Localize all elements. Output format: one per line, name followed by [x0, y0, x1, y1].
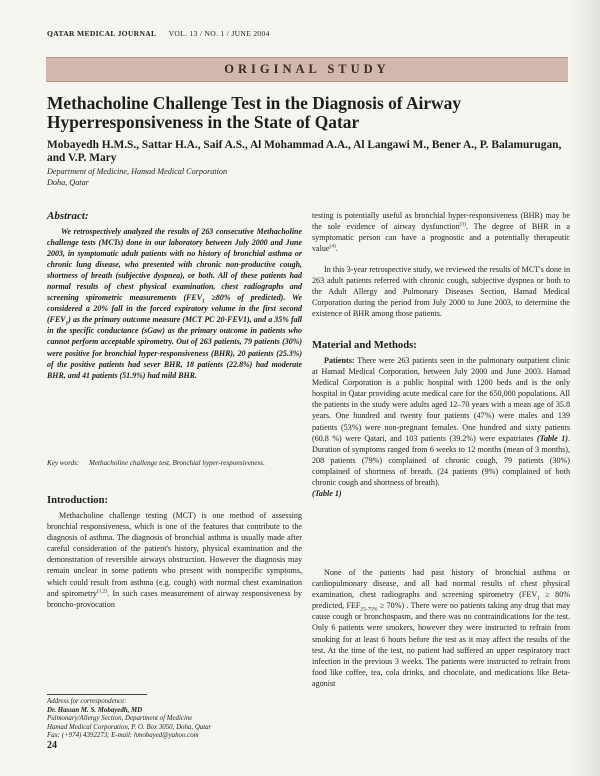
abstract-text: We retrospectively analyzed the results of 263 consecutive Methacholine challenge tests (MCTs) done in our laboratory between July 2000 and June 2003, in symptomatic adult patients with no history of bronchial asthma or chronic lung disease, who presented with chronic non-productive cough, shortness of breath (subjective dyspnea), or both. All of these patients had normal results of chest physical examination, chest radiographs and screening spirometric measurements ($FEV_1 \ge 80\%$ of predicted). We considered a 20% fall in the forced expiratory volume in the first second $(FEV_1)$ as the primary outcome measure (MCT PC 20-FEV1), and a 35% fall in the specific conductance (sGaw) as the primary outcome in patients who cannot perform acceptable spirometry. Out of 263 patients, 79 patients (30%) were positive for bronchial hyper-responsiveness (BHR), 20 patients (25.3%) of the positive patients had sever BHR, 18 patients (22.8%) had moderate BHR, and 41 patients (51.9%) had mild BHR. — [47, 227, 302, 380]
affiliation-city: Doha, Qatar — [47, 177, 89, 187]
abstract-heading: Abstract: — [47, 210, 89, 222]
correspondence-label: Address for correspondence: — [47, 698, 127, 705]
patients-lead: Patients: — [324, 356, 355, 365]
intro-continuation-paragraph: testing is potentially useful as bronchial hyper-responsiveness (BHR) may be the sole evidence of airway dysfunction$^{(3)}$. The degree of BHR in a symptomatic person can have a prognostic and a potentially therapeutic value$^{(4)}$. — [312, 211, 570, 254]
keywords-label: Key words: — [47, 459, 80, 467]
study-overview-paragraph: In this 3-year retrospective study, we reviewed the results of MCT's done in 263 adult patients referred with chronic cough, subjective dyspnea or both to the Adult Allergy and Pulmonary Diseases Section, Hamad Medical Corporation during the period from July 2000 to June 2003, to determine the existence of BHR among those patients. — [312, 265, 570, 319]
author-list: Mobayedh H.M.S., Sattar H.A., Saif A.S., Al Mohammad A.A., Al Langawi M., Bener A., P. Balamurugan, and V.P. Mary — [47, 139, 562, 164]
journal-name: QATAR MEDICAL JOURNAL — [47, 29, 157, 38]
correspondence-contact: Fax: (+974) 4392273; E-mail: hmobayed@yahoo.com — [47, 732, 199, 739]
affiliation-department: Department of Medicine, Hamad Medical Corporation — [47, 167, 228, 176]
inclusion-criteria-paragraph: None of the patients had past history of bronchial asthma or cardiopulmonary disease, and all had normal results of chest physical examination, chest radiographs and screening spirometry ($FEV_1 \ge 80\%$ predicted, $FEF_{25-75\%} \ge 70\%$) . There were no patients taking any drug that may cause cough or bronchospasm, and there was no contraindications for the test. Only 6 patients were smokers, however they were instructed to refrain from smoking for at least 6 hours before the test as it may affect the results of the test. At the time of the test, no patient had suffered an upper respiratory tract infection in the previous 3 weeks. The patients were instructed to refrain from food like coffee, tea, cola drinks, and chocolate, and medications like Beta-agonist — [312, 568, 571, 688]
introduction-heading: Introduction: — [47, 495, 109, 506]
correspondence-name: Dr. Hassan M. S. Mobayedh, MD — [47, 706, 143, 714]
section-banner — [46, 57, 568, 82]
journal-volume: VOL. 13 / NO. 1 / JUNE 2004 — [168, 29, 270, 38]
correspondence-block — [47, 698, 302, 741]
page-edge-shadow — [572, 0, 600, 776]
correspondence-line: Pulmonary/Allergy Section, Department of Medicine — [47, 715, 193, 722]
patients-paragraph: Patients: There were 263 patients seen in the pulmonary outpatient clinic at Hamad Medical Corporation, between July 2000 and June 2003. Hamad Medical Corporation is a public hospital with 1200 beds and is the only hospital in Qatar providing acute medical care for the 650,000 populations. All the patients in the study were adults aged 12–70 years with a mean age of 35.8 years. One hundred and twenty four patients (47%) were males and 139 patients (53%) were non-pregnant females. One hundred and sixty patients (60.8 %) were Qatari, and 103 patients (39.2%) were expatriates (Table 1). Duration of symptoms ranged from 6 weeks to 12 months (mean of 3 months), 208 patients (79%) complained of chronic cough, 79 patients (30%) complained of shortness of breath. (24 patients (9%) complained of both chronic cough and shortness of breath). (Table 1) — [312, 356, 570, 499]
introduction-text: Methacholine challenge testing (MCT) is one method of assessing bronchial responsiveness, which is one of the features that contribute to the diagnosis of asthma. The diagnosis of bronchial asthma is usually made after careful consideration of the patient's history, physical examination and the demonstration of reversible airways obstruction. However the diagnosis may remain unclear in some patients who present with nonspecific symptoms, which could result from asthma (e.g. cough) with normal chest examination and spirometry$^{(1,2)}$. In such cases measurement of airway responsiveness by broncho-provocation — [47, 511, 302, 609]
page-number: 24 — [47, 740, 57, 751]
article-title: Methacholine Challenge Test in the Diagnosis of Airway Hyperresponsiveness in the State of Qatar — [47, 93, 462, 132]
methods-heading: Material and Methods: — [312, 340, 417, 351]
correspondence-line: Hamad Medical Corporation, P. O. Box 3050, Doha, Qatar — [47, 723, 212, 731]
footnote-divider — [47, 694, 147, 695]
affiliation — [47, 167, 567, 188]
keywords — [47, 459, 302, 469]
keywords-value: Methacholine challenge test, Bronchial hyper-responsiveness. — [89, 459, 265, 467]
table-reference: (Table 1) — [536, 433, 568, 443]
running-header — [47, 29, 567, 41]
section-banner-label: ORIGINAL STUDY — [224, 62, 390, 76]
table-reference: (Table 1) — [312, 489, 342, 499]
